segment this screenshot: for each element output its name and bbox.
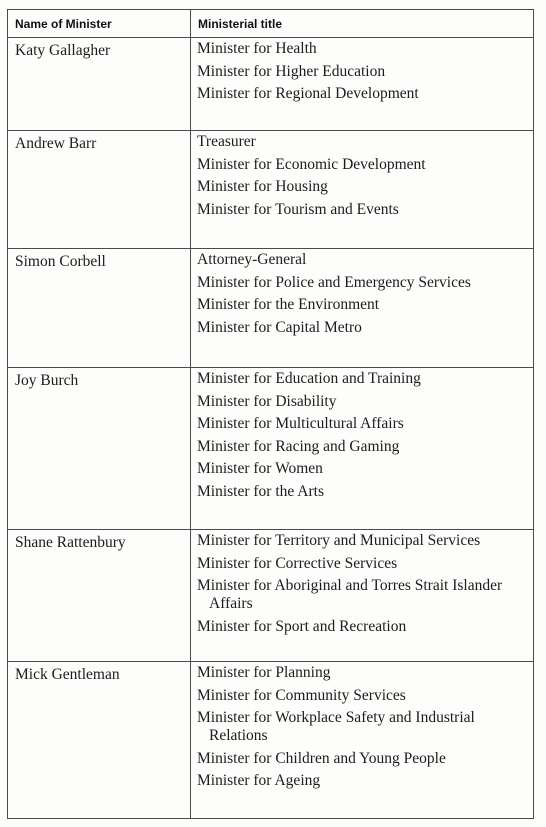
ministerial-title: Minister for Workplace Safety and Industrial Relations <box>197 709 475 744</box>
ministerial-title: Minister for Education and Training <box>197 370 421 387</box>
minister-name: Joy Burch <box>8 368 191 530</box>
ministerial-title: Minister for Police and Emergency Services <box>197 273 471 291</box>
ministerial-titles <box>191 38 534 131</box>
column-header-name: Name of Minister <box>8 10 191 38</box>
ministerial-title: Minister for the Environment <box>197 296 380 313</box>
ministerial-title: Minister for Women <box>197 460 323 477</box>
ministerial-titles <box>191 131 534 249</box>
minister-name: Andrew Barr <box>8 131 191 249</box>
ministerial-titles <box>191 249 534 368</box>
ministerial-title: Minister for Ageing <box>197 772 321 789</box>
table-row <box>8 249 534 368</box>
minister-name: Shane Rattenbury <box>8 530 191 662</box>
ministerial-title: Minister for Disability <box>197 392 337 410</box>
ministerial-title: Minister for Capital Metro <box>197 318 362 336</box>
ministerial-title: Minister for Racing and Gaming <box>197 437 400 455</box>
ministerial-title: Minister for Health <box>197 40 317 57</box>
ministerial-title: Minister for Economic Development <box>197 155 426 173</box>
ministerial-title: Minister for Planning <box>197 664 331 681</box>
ministerial-title: Minister for Sport and Recreation <box>197 617 407 635</box>
ministerial-title: Treasurer <box>197 133 256 150</box>
minister-name: Mick Gentleman <box>8 662 191 819</box>
ministers-table <box>7 9 534 819</box>
ministerial-titles <box>191 662 534 819</box>
minister-name: Simon Corbell <box>8 249 191 368</box>
ministerial-title: Attorney-General <box>197 251 307 268</box>
ministerial-titles <box>191 530 534 662</box>
table-row <box>8 530 534 662</box>
minister-name: Katy Gallagher <box>8 38 191 131</box>
table-row <box>8 662 534 819</box>
ministerial-title: Minister for Corrective Services <box>197 554 398 572</box>
ministerial-title: Minister for Higher Education <box>197 62 386 80</box>
table-row <box>8 38 534 131</box>
ministerial-titles <box>191 368 534 530</box>
ministerial-title: Minister for Territory and Municipal Services <box>197 532 481 549</box>
ministerial-title: Minister for Community Services <box>197 686 406 704</box>
ministerial-title: Minister for Housing <box>197 178 328 195</box>
ministerial-title: Minister for Tourism and Events <box>197 200 399 218</box>
ministerial-title: Minister for Children and Young People <box>197 749 446 767</box>
ministerial-title: Minister for Aboriginal and Torres Strait Islander Affairs <box>197 577 503 612</box>
ministerial-title: Minister for Multicultural Affairs <box>197 415 404 432</box>
column-header-title: Ministerial title <box>191 10 534 38</box>
table-row <box>8 368 534 530</box>
ministerial-title: Minister for the Arts <box>197 482 324 500</box>
table-header-row <box>8 10 534 38</box>
table-row <box>8 131 534 249</box>
ministerial-title: Minister for Regional Development <box>197 85 419 102</box>
